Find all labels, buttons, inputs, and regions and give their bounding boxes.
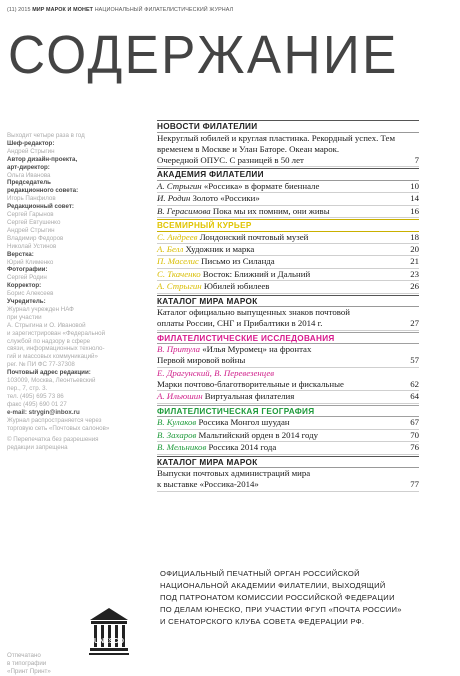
sidebar-text: Журнал распространяется через [7,416,102,424]
unesco-logo [88,606,130,662]
page-header [7,7,233,13]
toc-entry[interactable] [157,391,419,403]
official-organ-statement [160,568,450,628]
statement-line: ПОД ПАТРОНАТОМ КОМИССИИ РОССИЙСКОЙ ФЕДЕРАЦИИ [160,592,395,602]
sidebar-text: рег. № ПИ ФС 77-37308 [7,361,75,369]
toc-entry[interactable] [157,430,419,442]
article-title: Пока мы их помним, они живы [212,205,330,216]
toc-paragraph [157,307,419,318]
issue-number: (11) 2015 [7,7,31,13]
sidebar-text: службой по надзору в сфере [7,337,91,345]
sidebar-text: 103009, Москва, Леонтьевский [7,377,96,385]
sidebar-label: Почтовый адрес редакции: [7,369,91,377]
sidebar-label: редакционного совета: [7,187,79,195]
article-author: А. Стрыгин [157,180,204,191]
sidebar-label: Редакционный совет: [7,203,74,211]
article-author: А. Белл [157,243,186,254]
article-author: С. Ткаченко [157,268,203,279]
article-title: Первой мировой войны [157,355,246,366]
section-heading: КАТАЛОГ МИРА МАРОК [157,295,419,308]
page-number: 67 [410,417,419,428]
toc-entry[interactable] [157,193,419,205]
page-number: 77 [410,479,419,490]
toc-paragraph [157,344,419,355]
article-title: Некруглый юбилей и круглая пластинка. Рекордный успех. Тем временем в Москве и Улан Баторе. Океан марок. [157,132,396,154]
page-number: 57 [410,355,419,366]
editorial-sidebar [7,132,145,452]
page-number: 7 [414,154,419,165]
page-number: 64 [410,391,419,402]
sidebar-label: Фотографии: [7,266,48,274]
article-author: Е. Драгунский, В. Перевезенцев [157,367,275,378]
toc-entry[interactable] [157,256,419,268]
sidebar-text: Николай Устинов [7,242,57,250]
section-heading: ФИЛАТЕЛИСТИЧЕСКАЯ ГЕОГРАФИЯ [157,405,419,418]
toc-entry[interactable] [157,479,419,491]
sidebar-text: торговую сеть «Почтовых салонов» [7,424,110,432]
toc-entry[interactable] [157,442,419,454]
article-author: П. Маселис [157,256,202,267]
printing-line: в типографии [7,660,47,667]
sidebar-text: Журнал учрежден НАФ [7,305,74,313]
sidebar-text: редакции запрещена [7,444,68,452]
toc-entry[interactable] [157,379,419,391]
sidebar-text: Сергей Гарынов [7,211,54,219]
sidebar-label: Шеф-редактор: [7,139,55,147]
article-author: В. Захаров [157,429,199,440]
section-heading: ВСЕМИРНЫЙ КУРЬЕР [157,219,419,232]
article-author: В. Мельников [157,442,209,453]
table-of-contents [157,119,419,492]
section-heading: КАТАЛОГ МИРА МАРОК [157,456,419,469]
toc-paragraph [157,368,419,379]
sidebar-text: А. Стрыгина и О. Ивановой [7,321,86,329]
toc-entry[interactable] [157,232,419,244]
article-title: Восток: Ближний и Дальний [202,268,311,279]
sidebar-text: и зарегистрирован «Федеральной [7,329,106,337]
magazine-name: МИР МАРОК И МОНЕТ [32,7,94,13]
page-number: 16 [410,205,419,216]
toc-entry[interactable] [157,355,419,367]
sidebar-text: Андрей Стрыгин [7,226,55,234]
printing-note [7,652,51,676]
article-title: Марки почтово-благотворительные и фискальные [157,378,344,389]
article-title: Россика Монгол шуудан [198,417,290,428]
sidebar-text: Андрей Стрыгин [7,147,55,155]
unesco-logo-text: UNESCO [94,638,124,645]
statement-line: НАЦИОНАЛЬНОЙ АКАДЕМИИ ФИЛАТЕЛИИ, ВЫХОДЯЩИЙ [160,580,386,590]
statement-line: ПО ДЕЛАМ ЮНЕСКО, ПРИ УЧАСТИИ ФГУП «ПОЧТА РОССИИ» [160,604,402,614]
section-heading: ФИЛАТЕЛИСТИЧЕСКИЕ ИССЛЕДОВАНИЯ [157,332,419,345]
sidebar-text: Владимир Федоров [7,234,64,242]
toc-entry[interactable] [157,269,419,281]
page-number: 70 [410,429,419,440]
sidebar-text: Сергей Евтушенко [7,218,61,226]
article-author: И. Родин [157,193,193,204]
page-number: 76 [410,442,419,453]
toc-entry[interactable] [157,318,419,330]
page-number: 23 [410,268,419,279]
article-author: А. Стрыгин [157,281,204,292]
sidebar-label: Учредитель: [7,298,46,306]
statement-line: ОФИЦИАЛЬНЫЙ ПЕЧАТНЫЙ ОРГАН РОССИЙСКОЙ [160,569,360,578]
sidebar-label: Верстка: [7,250,34,258]
article-title: Художник и марка [185,243,255,254]
article-title: Выпуски почтовых администраций мира [157,468,311,479]
article-title: «Россика» в формате биеннале [203,180,320,191]
article-author: В. Кулаков [157,417,199,428]
statement-line: И СЕНАТОРСКОГО КЛУБА СОВЕТА ФЕДЕРАЦИИ РФ. [160,616,365,626]
toc-entry[interactable] [157,181,419,193]
printing-line: «Принт Принт» [7,668,51,675]
sidebar-text: факс (495) 690 01 27 [7,400,67,408]
toc-entry[interactable] [157,206,419,218]
article-author: А. Ильюшин [157,391,205,402]
toc-entry[interactable] [157,244,419,256]
sidebar-text: гий и массовых коммуникаций» [7,353,98,361]
article-title: Виртуальная филателия [204,391,295,402]
page-title: СОДЕРЖАНИЕ [8,25,399,85]
printing-line: Отпечатано [7,652,41,659]
article-title: Россика 2014 года [208,442,277,453]
sidebar-text: Юрий Клименко [7,258,54,266]
toc-entry[interactable] [157,281,419,293]
page-number: 10 [410,180,419,191]
article-title: Письмо из Силанда [201,256,275,267]
article-title: «Илья Муромец» на фронтах [202,344,312,355]
toc-paragraph [157,133,419,155]
article-title: Юбилей юбилеев [203,281,270,292]
sidebar-text: пер., 7, стр. 3. [7,385,48,392]
article-author: С. Андреев [157,231,200,242]
section-heading: АКАДЕМИЯ ФИЛАТЕЛИИ [157,168,419,181]
page-number: 18 [410,231,419,242]
article-author: В. Притула [157,344,203,355]
toc-entry[interactable] [157,417,419,429]
article-title: к выставке «Россика-2014» [157,479,259,490]
toc-entry[interactable] [157,155,419,167]
article-title: оплаты России, СНГ и Прибалтики в 2014 г. [157,318,323,329]
article-author: В. Герасимова [157,205,213,216]
sidebar-text: Сергей Родин [7,274,47,282]
magazine-subtitle: НАЦИОНАЛЬНЫЙ ФИЛАТЕЛИСТИЧЕСКИЙ ЖУРНАЛ [94,7,234,13]
sidebar-text: Ольга Иванова [7,171,51,179]
page-number: 26 [410,281,419,292]
sidebar-text: Выходит четыре раза в год [7,132,85,139]
page-number: 14 [410,193,419,204]
sidebar-text: e-mail: strygin@inbox.ru [7,408,80,416]
article-title: Мальтийский орден в 2014 году [198,429,318,440]
sidebar-label: Автор дизайн-проекта, [7,155,78,163]
article-title: Очередной ОПУС. С разницей в 50 лет [157,154,304,165]
toc-paragraph [157,468,419,479]
sidebar-text: © Перепечатка без разрешения [7,436,99,444]
article-title: Золото «Россики» [192,193,260,204]
sidebar-text: тел. (495) 695 73 86 [7,392,64,400]
page-number: 21 [410,256,419,267]
page-number: 27 [410,318,419,329]
sidebar-label: Корректор: [7,282,42,290]
sidebar-text: Игорь Панфилов [7,195,56,203]
section-heading: НОВОСТИ ФИЛАТЕЛИИ [157,120,419,133]
article-title: Каталог официально выпущенных знаков почтовой [157,307,350,318]
article-title: Лондонский почтовый музей [199,231,309,242]
sidebar-label: Председатель [7,179,51,187]
sidebar-text: Борис Алексеев [7,290,54,298]
sidebar-label: арт-директор: [7,163,50,171]
page-number: 62 [410,378,419,389]
sidebar-text: при участии [7,313,42,321]
page-number: 20 [410,243,419,254]
sidebar-text: связи, информационных техноло- [7,345,105,353]
